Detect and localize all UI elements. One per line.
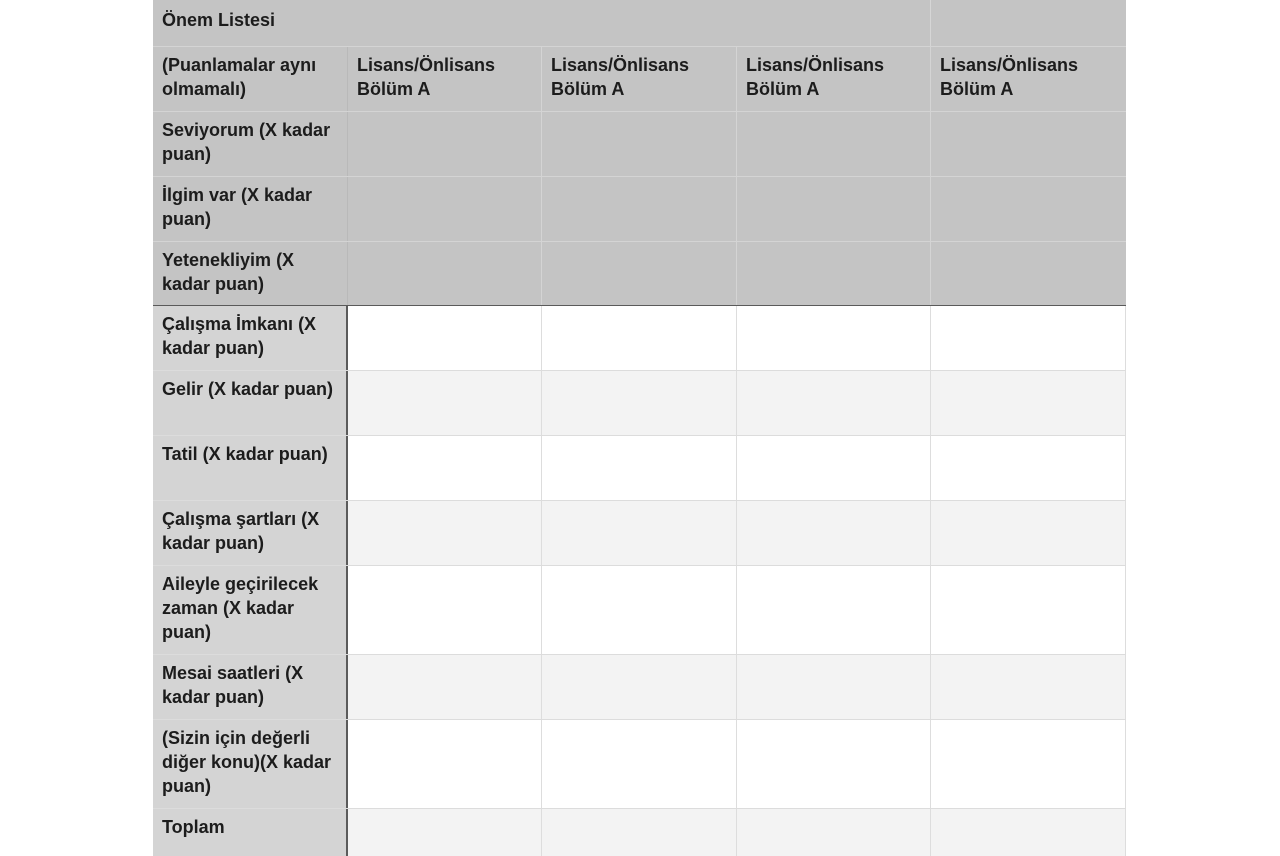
column-header-3[interactable]: Lisans/Önlisans Bölüm A xyxy=(737,47,931,111)
title-row xyxy=(153,0,1126,46)
row-label-aileyle-zaman[interactable]: Aileyle geçirilecek zaman (X kadar puan) xyxy=(153,566,348,654)
row-label-tatil[interactable]: Tatil (X kadar puan) xyxy=(153,436,348,500)
score-cell[interactable] xyxy=(931,371,1126,435)
column-header-row xyxy=(153,46,1126,111)
score-cell[interactable] xyxy=(542,112,737,176)
score-cell[interactable] xyxy=(931,242,1126,305)
table-row xyxy=(153,436,1126,501)
score-cell[interactable] xyxy=(737,566,931,654)
score-cell[interactable] xyxy=(931,436,1126,500)
table-row xyxy=(153,241,1126,306)
score-cell[interactable] xyxy=(931,112,1126,176)
score-cell[interactable] xyxy=(348,501,542,565)
table-row xyxy=(153,720,1126,809)
title-side-cell[interactable] xyxy=(931,0,1126,46)
score-cell[interactable] xyxy=(931,177,1126,241)
score-cell[interactable] xyxy=(348,720,542,808)
score-cell[interactable] xyxy=(931,306,1126,370)
total-row xyxy=(153,809,1126,856)
score-cell[interactable] xyxy=(931,720,1126,808)
score-cell[interactable] xyxy=(737,112,931,176)
score-cell[interactable] xyxy=(737,655,931,719)
column-header-4[interactable]: Lisans/Önlisans Bölüm A xyxy=(940,55,1079,99)
score-cell[interactable] xyxy=(542,306,737,370)
score-cell[interactable] xyxy=(737,501,931,565)
table-row xyxy=(153,111,1126,176)
score-cell[interactable] xyxy=(737,306,931,370)
table-row xyxy=(153,176,1126,241)
score-cell[interactable] xyxy=(542,371,737,435)
score-cell[interactable] xyxy=(542,501,737,565)
score-cell[interactable] xyxy=(737,242,931,305)
score-cell[interactable] xyxy=(931,655,1126,719)
total-cell[interactable] xyxy=(348,809,542,856)
table-row xyxy=(153,371,1126,436)
score-cell[interactable] xyxy=(348,242,542,305)
score-cell[interactable] xyxy=(737,371,931,435)
row-label-gelir[interactable]: Gelir (X kadar puan) xyxy=(153,371,348,435)
score-cell[interactable] xyxy=(542,720,737,808)
score-cell[interactable] xyxy=(737,436,931,500)
score-cell[interactable] xyxy=(931,566,1126,654)
total-cell[interactable] xyxy=(542,809,737,856)
row-label-calisma-imkani[interactable]: Çalışma İmkanı (X kadar puan) xyxy=(153,306,348,370)
row-label-toplam[interactable]: Toplam xyxy=(153,809,348,856)
score-cell[interactable] xyxy=(348,436,542,500)
score-cell[interactable] xyxy=(542,436,737,500)
score-cell[interactable] xyxy=(542,177,737,241)
row-label-yetenekliyim[interactable]: Yetenekliyim (X kadar puan) xyxy=(153,242,348,305)
score-cell[interactable] xyxy=(542,655,737,719)
score-cell[interactable] xyxy=(348,306,542,370)
score-cell[interactable] xyxy=(348,655,542,719)
score-cell[interactable] xyxy=(348,177,542,241)
score-cell[interactable] xyxy=(348,112,542,176)
row-label-diger-konu[interactable]: (Sizin için değerli diğer konu)(X kadar puan) xyxy=(153,720,348,808)
row-label-calisma-sartlari[interactable]: Çalışma şartları (X kadar puan) xyxy=(153,501,348,565)
score-cell[interactable] xyxy=(931,501,1126,565)
column-header-1[interactable]: Lisans/Önlisans Bölüm A xyxy=(348,47,542,111)
table-row xyxy=(153,655,1126,720)
table-row xyxy=(153,306,1126,371)
score-cell[interactable] xyxy=(737,177,931,241)
total-cell[interactable] xyxy=(931,809,1126,856)
importance-list-table xyxy=(153,0,1126,856)
score-cell[interactable] xyxy=(348,566,542,654)
row-label-ilgim-var[interactable]: İlgim var (X kadar puan) xyxy=(153,177,348,241)
score-cell[interactable] xyxy=(542,566,737,654)
table-row xyxy=(153,501,1126,566)
row-label-mesai-saatleri[interactable]: Mesai saatleri (X kadar puan) xyxy=(153,655,348,719)
table-title[interactable]: Önem Listesi xyxy=(153,0,931,46)
scoring-note[interactable]: (Puanlamalar aynı olmamalı) xyxy=(153,47,348,111)
column-header-2[interactable]: Lisans/Önlisans Bölüm A xyxy=(542,47,737,111)
row-label-seviyorum[interactable]: Seviyorum (X kadar puan) xyxy=(153,112,348,176)
table-row xyxy=(153,566,1126,655)
score-cell[interactable] xyxy=(737,720,931,808)
score-cell[interactable] xyxy=(542,242,737,305)
total-cell[interactable] xyxy=(737,809,931,856)
score-cell[interactable] xyxy=(348,371,542,435)
